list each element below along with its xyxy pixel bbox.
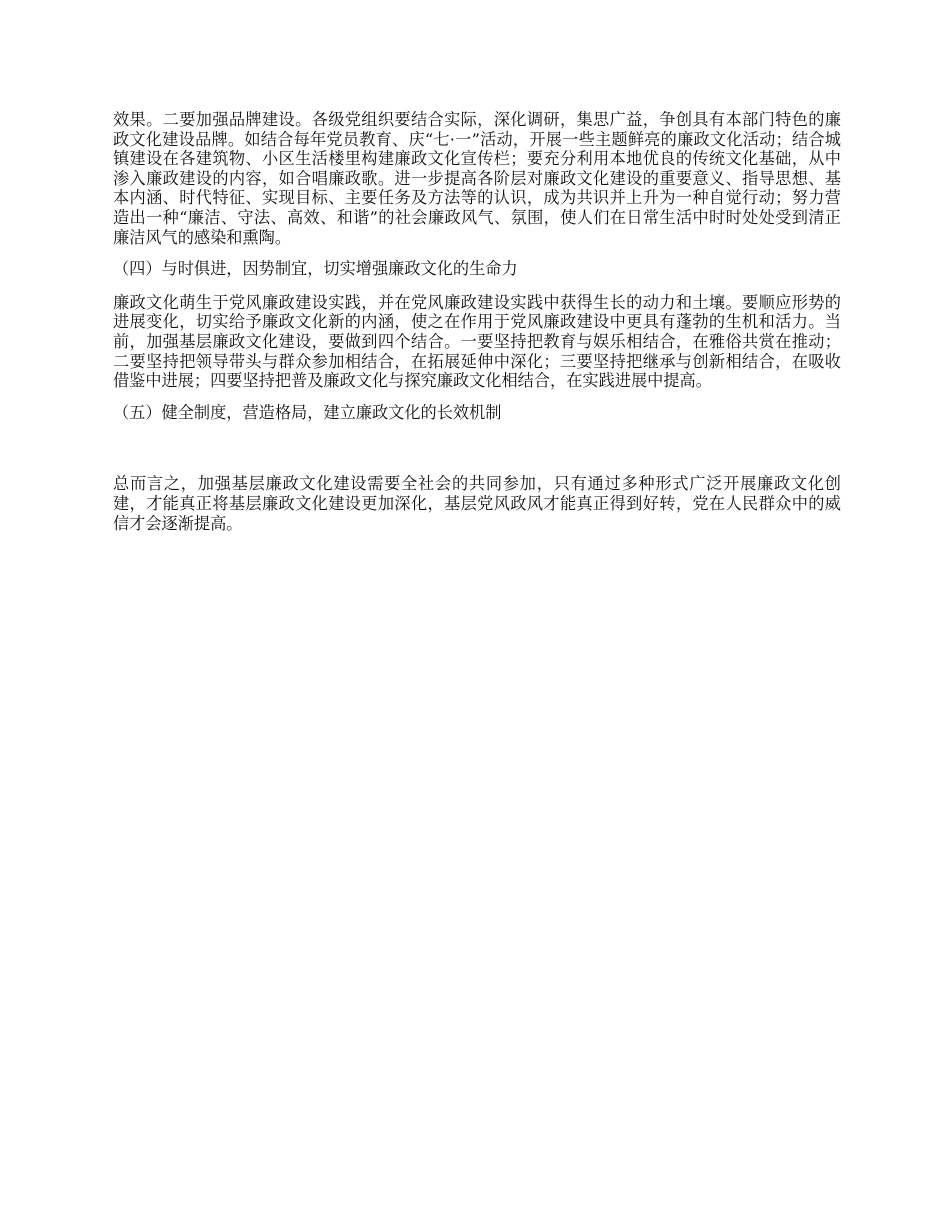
body-paragraph-brand-building: 效果。二要加强品牌建设。各级党组织要结合实际，深化调研，集思广益，争创具有本部门特色的廉政文化建设品牌。如结合每年党员教育、庆“七·一”活动，开展一些主题鲜亮的廉政文化活动；结合城镇建设在各建筑物、小区生活楼里构建廉政文化宣传栏；要充分利用本地优良的传统文化基础，从中渗入廉政建设的内容，如合唱廉政歌。进一步提高各阶层对廉政文化建设的重要意义、指导思想、基本内涵、时代特征、实现目标、主要任务及方法等的认识，成为共识并上升为一种自觉行动；努力营造出一种“廉洁、守法、高效、和谐”的社会廉政风气、氛围，使人们在日常生活中时时处处受到清正廉洁风气的感染和熏陶。 [113,110,841,247]
body-paragraph-keep-pace: 廉政文化萌生于党风廉政建设实践，并在党风廉政建设实践中获得生长的动力和土壤。要顺应形势的进展变化，切实给予廉政文化新的内涵，使之在作用于党风廉政建设中更具有蓬勃的生机和活力。当前，加强基层廉政文化建设，要做到四个结合。一要坚持把教育与娱乐相结合，在雅俗共赏在推动；二要坚持把领导带头与群众参加相结合，在拓展延伸中深化；三要坚持把继承与创新相结合，在吸收借鉴中进展；四要坚持把普及廉政文化与探究廉政文化相结合，在实践进展中提高。 [113,292,841,391]
section-heading-5: （五）健全制度，营造格局，建立廉政文化的长效机制 [113,402,502,422]
document-page [113,110,841,545]
section-heading-4: （四）与时俱进，因势制宜，切实增强廉政文化的生命力 [113,259,518,279]
body-paragraph-conclusion: 总而言之，加强基层廉政文化建设需要全社会的共同参加，只有通过多种形式广泛开展廉政文化创建，才能真正将基层廉政文化建设更加深化，基层党风政风才能真正得到好转，党在人民群众中的威信才会逐渐提高。 [113,474,841,533]
